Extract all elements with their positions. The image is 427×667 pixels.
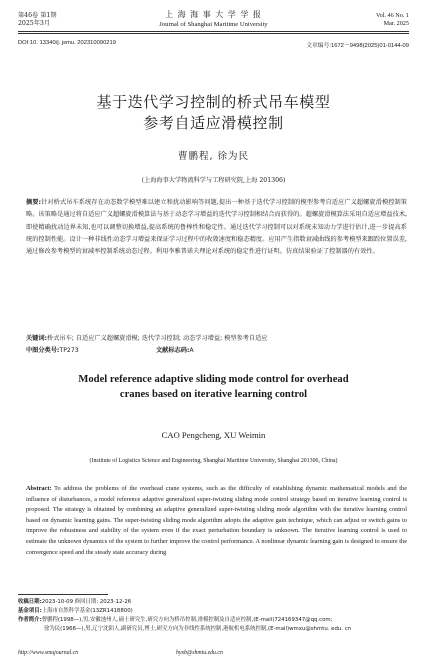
volume-issue-cn: 第46卷 第1期 bbox=[18, 12, 57, 19]
author-info-value: 曹鹏程(1998—),男,安徽池州人,硕士研究生,研究方向为桥吊控制,滑模控制及自适应控制,(E-mail)724169347@qq.com; bbox=[41, 617, 333, 623]
received-label: 收稿日期: bbox=[18, 599, 42, 605]
volume-issue-en: Vol. 46 No. 1 bbox=[375, 12, 409, 19]
doc-code-value: A bbox=[189, 347, 194, 354]
document-code bbox=[156, 345, 194, 354]
abstract-cn-text: 针对桥式吊车系统存在动态数学模型难以建立和扰动影响等问题,提出一种基于迭代学习控制的模型参考自适应广义超螺旋滑模控制策略。该策略是通过将自适应广义超螺旋滑模算法与基于动态学习增益的迭代学习控制相结合而获得的。超螺旋滑模算法采用自适应增益技术,即使精确扰动边界未知,也可以调整切换增益,提高系统的鲁棒性和稳定性。通过迭代学习控制可以对系统未知动力学进行估计,进一步提高系统的控制性能。设计一种非线性动态学习增益来保证学习过程中的收敛速度和稳态精度。应用产生指数衰减曲线的参考模型来跟踪位置误差,通过修改参考模型的衰减率控制系统动态过程。利用李雅普诺夫理论对系统的稳定性进行证明。仿真结果验证了控制器的有效性。 bbox=[26, 199, 407, 256]
clc-label: 中图分类号: bbox=[26, 347, 60, 354]
title-cn-line1: 基于迭代学习控制的桥式吊车模型 bbox=[96, 93, 331, 111]
clc-number bbox=[26, 345, 79, 354]
date-cn: 2025年3月 bbox=[18, 20, 51, 27]
article-number: 文章编号:1672－9498(2025)01-0144-09 bbox=[306, 43, 409, 49]
journal-name-en: Journal of Shanghai Maritime University bbox=[159, 21, 268, 28]
keywords-cn bbox=[26, 333, 407, 344]
title-en-line1: Model reference adaptive sliding mode control for overhead bbox=[78, 374, 349, 385]
footnote-author-info bbox=[18, 616, 410, 625]
authors-cn: 曹鹏程, 徐为民 bbox=[177, 151, 250, 162]
author-info-label: 作者简介: bbox=[18, 617, 42, 623]
doc-code-label: 文献标志码: bbox=[156, 347, 190, 354]
footnote-rule bbox=[18, 594, 108, 595]
footnote-fund bbox=[18, 607, 410, 616]
footer-url[interactable]: http://www.smujournal.cn bbox=[18, 650, 79, 656]
affiliation-cn: (上海海事大学物流科学与工程研究院,上海 201306) bbox=[141, 177, 286, 184]
fund-label: 基金项目: bbox=[18, 608, 42, 614]
footnote-author-info-2: 徐为民(1966—),男,辽宁沈阳人,副研究员,博士,研究方向为非线性系统控制,港航机电系统控制,(E-mail)wmxu@shmtu. edu. cn bbox=[44, 626, 352, 632]
journal-name-cn: 上 海 海 事 大 学 学 报 bbox=[165, 10, 262, 19]
received-value: 2023-10-09 修回日期: 2023-12-26 bbox=[41, 599, 132, 605]
date-en: Mar. 2025 bbox=[383, 20, 409, 27]
keywords-cn-text: 桥式吊车; 自适应广义超螺旋滑模; 迭代学习控制; 动态学习增益; 模型参考自适应 bbox=[47, 335, 268, 342]
title-cn-line2: 参考自适应滑模控制 bbox=[143, 114, 284, 132]
keywords-cn-label: 关键词: bbox=[26, 335, 48, 342]
abstract-en-text: To address the problems of the overhead crane systems, such as the difficulty of establishing dynamic mathematical models and the influence of disturbances, a model reference adaptive generalized super-twisting sliding mode control strategy based on iterative learning control is proposed. The strategy is obtained by combining an adaptive generalized super-twisting sliding mode algorithm with the iterative learning control based on dynamic learning gains. The super-twisting sliding mode algorithm adopts the adaptive gain technique, which can adjust or switch gains to improve the robustness and stability of the system even if the exact perturbation boundary is unknown. The iterative learning control is used to estimate the unknown dynamics of the system to further improve the control performance. A nonlinear dynamic learning gain is designed to ensure the convergence speed and the steady state accuracy during bbox=[26, 485, 407, 556]
header-rule bbox=[18, 31, 409, 32]
header-rule-thin bbox=[18, 33, 409, 34]
abstract-cn-label: 摘要: bbox=[26, 199, 42, 206]
abstract-en bbox=[26, 484, 407, 558]
clc-value: TP273 bbox=[59, 347, 79, 354]
abstract-en-label: Abstract: bbox=[26, 485, 52, 492]
doi: DOI:10. 13340/j. jsmu. 202310090219 bbox=[18, 40, 116, 46]
authors-en: CAO Pengcheng, XU Weimin bbox=[161, 430, 266, 440]
footnote-received bbox=[18, 598, 410, 607]
abstract-cn bbox=[26, 197, 407, 258]
title-en-line2: cranes based on iterative learning control bbox=[119, 389, 308, 400]
fund-value: 上海市自然科学基金(13ZR1418800) bbox=[41, 608, 133, 614]
title-en bbox=[0, 372, 427, 402]
footer-email[interactable]: hyxb@shmtu.edu.cn bbox=[176, 650, 223, 656]
doi-line bbox=[18, 40, 409, 49]
affiliation-en: (Institute of Logistics Science and Engineering, Shanghai Maritime University, Shanghai 201306, China) bbox=[89, 458, 338, 464]
